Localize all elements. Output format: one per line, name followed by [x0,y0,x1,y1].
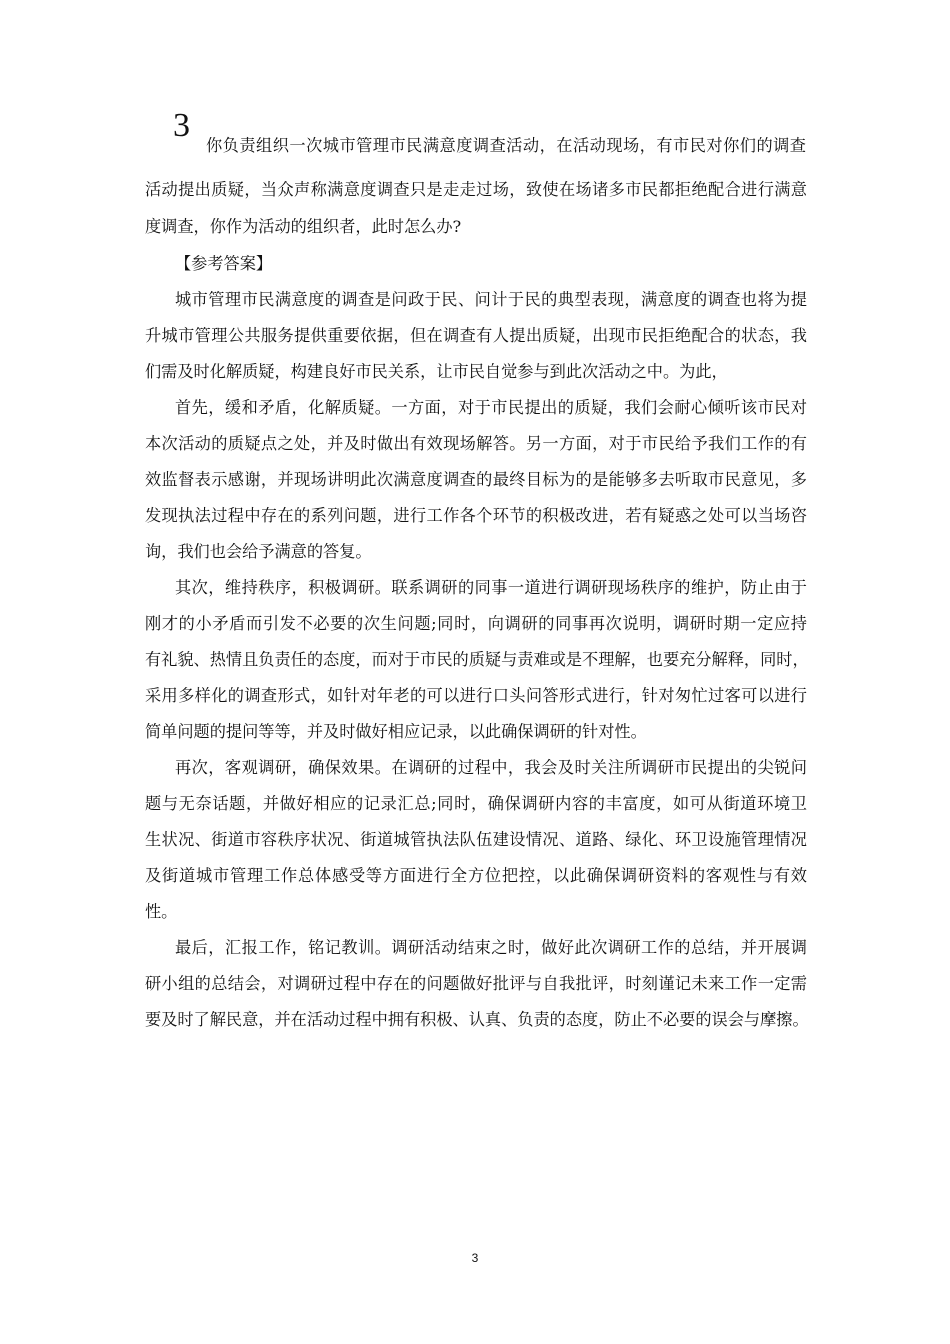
first-line-2: 本次活动的质疑点之处，并及时做出有效现场解答。另一方面，对于市民给予我们工作的有 [145,434,807,453]
final-line-1: 最后，汇报工作，铭记教训。调研活动结束之时，做好此次调研工作的总结，并开展调 [175,938,807,957]
question-line-2: 活动提出质疑，当众声称满意度调查只是走走过场，致使在场诸多市民都拒绝配合进行满意 [145,180,807,199]
final-line-2: 研小组的总结会，对调研过程中存在的问题做好批评与自我批评，时刻谨记未来工作一定需 [145,974,807,993]
second-line-3: 有礼貌、热情且负责任的态度，而对于市民的质疑与责难或是不理解，也要充分解释，同时， [145,650,809,669]
third-line-2: 题与无奈话题，并做好相应的记录汇总;同时，确保调研内容的丰富度，如可从街道环境卫 [145,794,807,813]
answer-heading: 【参考答案】 [175,254,273,273]
first-line-5: 询，我们也会给予满意的答复。 [145,542,372,561]
third-line-3: 生状况、街道市容秩序状况、街道城管执法队伍建设情况、道路、绿化、环卫设施管理情况 [145,830,807,849]
third-line-4: 及街道城市管理工作总体感受等方面进行全方位把控，以此确保调研资料的客观性与有效 [145,866,807,885]
second-line-2: 刚才的小矛盾而引发不必要的次生问题;同时，向调研的同事再次说明，调研时期一定应持 [145,614,807,633]
intro-line-1: 城市管理市民满意度的调查是问政于民、问计于民的典型表现，满意度的调查也将为提 [175,290,807,309]
first-line-4: 发现执法过程中存在的系列问题，进行工作各个环节的积极改进，若有疑惑之处可以当场咨 [145,506,807,525]
intro-line-3: 们需及时化解质疑，构建良好市民关系，让市民自觉参与到此次活动之中。为此， [145,362,728,381]
third-line-5: 性。 [145,902,178,921]
page-number: 3 [471,1251,479,1265]
final-line-3: 要及时了解民意，并在活动过程中拥有积极、认真、负责的态度，防止不必要的误会与摩擦。 [145,1010,809,1029]
question-line-1: 你负责组织一次城市管理市民满意度调查活动，在活动现场，有市民对你们的调查 [206,136,806,155]
second-line-5: 简单问题的提问等等，并及时做好相应记录，以此确保调研的针对性。 [145,722,647,741]
intro-line-2: 升城市管理公共服务提供重要依据，但在调查有人提出质疑，出现市民拒绝配合的状态，我 [145,326,807,345]
third-line-1: 再次，客观调研，确保效果。在调研的过程中，我会及时关注所调研市民提出的尖锐问 [175,758,807,777]
question-line-3: 度调查，你作为活动的组织者，此时怎么办? [145,217,462,236]
second-line-4: 采用多样化的调查形式，如针对年老的可以进行口头问答形式进行，针对匆忙过客可以进行 [145,686,807,705]
question-number: 3 [173,107,190,144]
second-line-1: 其次，维持秩序，积极调研。联系调研的同事一道进行调研现场秩序的维护，防止由于 [175,578,807,597]
first-line-3: 效监督表示感谢，并现场讲明此次满意度调查的最终目标为的是能够多去听取市民意见，多 [145,470,807,489]
first-line-1: 首先，缓和矛盾，化解质疑。一方面，对于市民提出的质疑，我们会耐心倾听该市民对 [175,398,807,417]
